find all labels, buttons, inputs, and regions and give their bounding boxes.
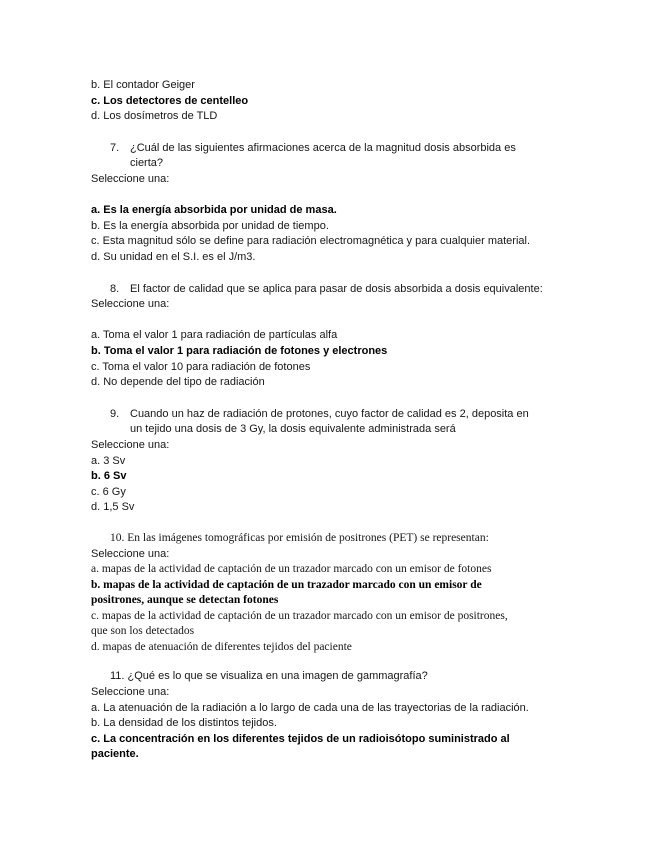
q7-select-label: Seleccione una: <box>91 173 170 185</box>
q9-number: 9. <box>110 408 120 420</box>
q11-option-a: a. La atenuación de la radiación a lo largo de cada una de las trayectorias de la radiación. <box>91 702 529 714</box>
q10-option-a: a. mapas de la actividad de captación de un trazador marcado con un emisor de fotones <box>91 563 492 575</box>
q11-select-label: Seleccione una: <box>91 686 170 698</box>
q7-option-b: b. Es la energía absorbida por unidad de tiempo. <box>91 220 329 232</box>
q8-option-d: d. No depende del tipo de radiación <box>91 376 265 388</box>
q9-select-label: Seleccione una: <box>91 439 170 451</box>
q9-text-line1: Cuando un haz de radiación de protones, cuyo factor de calidad es 2, deposita en <box>130 408 529 420</box>
q7-option-d: d. Su unidad en el S.I. es el J/m3. <box>91 251 256 263</box>
q6-option-d: d. Los dosímetros de TLD <box>91 110 218 122</box>
q8-option-c: c. Toma el valor 10 para radiación de fotones <box>91 361 311 373</box>
q9-option-a: a. 3 Sv <box>91 455 126 467</box>
q10-option-b-correct-line1: b. mapas de la actividad de captación de un trazador marcado con un emisor de <box>91 579 482 591</box>
q10-option-b-correct-line2: positrones, aunque se detectan fotones <box>91 594 279 606</box>
q7-text-line1: ¿Cuál de las siguientes afirmaciones acerca de la magnitud dosis absorbida es <box>130 142 516 154</box>
q9-option-b-correct: b. 6 Sv <box>91 470 127 482</box>
q10-option-d: d. mapas de atenuación de diferentes tejidos del paciente <box>91 641 352 653</box>
q10-option-c-line2: que son los detectados <box>91 625 195 637</box>
q11-option-c-correct-line1: c. La concentración en los diferentes tejidos de un radioisótopo suministrado al <box>91 733 510 745</box>
q7-number: 7. <box>110 142 120 154</box>
q6-option-b: b. El contador Geiger <box>91 79 195 91</box>
q10-text-line1: 10. En las imágenes tomográficas por emisión de positrones (PET) se representan: <box>110 532 489 544</box>
q10-option-c-line1: c. mapas de la actividad de captación de un trazador marcado con un emisor de positrones, <box>91 610 508 622</box>
q7-text-line2: cierta? <box>130 157 164 169</box>
q7-option-a-correct: a. Es la energía absorbida por unidad de masa. <box>91 204 337 216</box>
q8-number: 8. <box>110 283 120 295</box>
q11-option-b: b. La densidad de los distintos tejidos. <box>91 717 277 729</box>
q9-text-line2: un tejido una dosis de 3 Gy, la dosis equivalente administrada será <box>130 423 456 435</box>
q10-select-label: Seleccione una: <box>91 548 170 560</box>
q11-text-line1: 11. ¿Qué es lo que se visualiza en una imagen de gammagrafía? <box>110 670 428 682</box>
q8-option-a: a. Toma el valor 1 para radiación de partículas alfa <box>91 329 338 341</box>
q7-option-c: c. Esta magnitud sólo se define para radiación electromagnética y para cualquier material. <box>91 235 531 247</box>
q9-option-d: d. 1,5 Sv <box>91 501 135 513</box>
q6-option-c-correct: c. Los detectores de centelleo <box>91 95 249 107</box>
q8-text-line1: El factor de calidad que se aplica para pasar de dosis absorbida a dosis equivalente: <box>130 283 543 295</box>
q11-option-c-correct-line2: paciente. <box>91 748 139 760</box>
q8-select-label: Seleccione una: <box>91 298 170 310</box>
q9-option-c: c. 6 Gy <box>91 486 126 498</box>
q8-option-b-correct: b. Toma el valor 1 para radiación de fotones y electrones <box>91 345 388 357</box>
